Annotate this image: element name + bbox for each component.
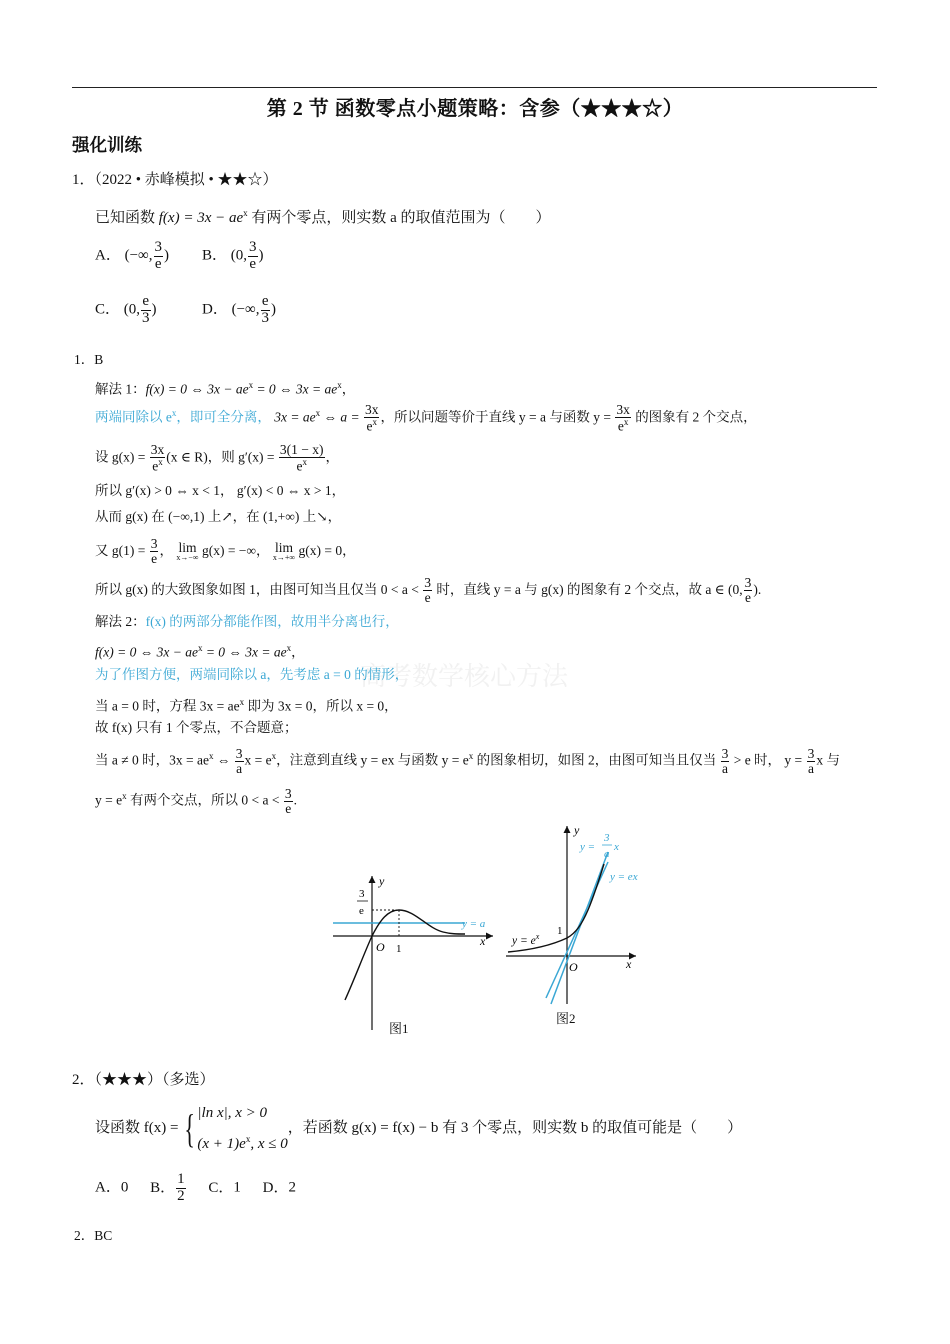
question-2-header: 2．（★★★）（多选） xyxy=(72,1072,215,1088)
question-2-stem: 设函数 f(x) = { |ln x|, x > 0 $(x + 1)e^x$, x ≤ 0 ，若函数 g(x) = f(x) − b 有 3 个零点，则实数 b 的取值可能是（ ） xyxy=(95,1105,743,1152)
fig2-line1-label-pre: y = xyxy=(580,841,596,853)
q1-option-a: A． (−∞, $\frac{3}{e}$ ) xyxy=(95,239,169,272)
fig1-y-label: y xyxy=(379,874,385,888)
a1-method2-line5: 当 a ≠ 0 时，$3x = ae^x$ ⇔ $\frac{3}{a}$ $x = e^x$，注意到直线 y = ex 与函数 $y = e^x$ 的图象相切，如图 2，由图可知当且仅当 $\frac{3}{a}$ > e 时， y = $\frac{3}{a}$ x 与 xyxy=(95,745,840,776)
fig2-line1-den: a xyxy=(604,848,610,860)
header-rule xyxy=(72,87,877,88)
fig2-line1-num: 3 xyxy=(604,832,610,844)
fig2-curve-label: $y = e^x$ xyxy=(512,932,540,947)
answer-1: 1．B xyxy=(74,352,104,367)
question-1-header: 1．（2022 • 赤峰模拟 • ★★☆） xyxy=(72,172,278,188)
fig1-tick-1: 1 xyxy=(396,943,402,955)
a1-method1-line6: 又 g(1) = $\frac{3}{e}$ ， lim x→−∞ g(x) = −∞， lim x→+∞ g(x) = 0， xyxy=(95,536,356,567)
fig2-y-arrow xyxy=(564,826,571,833)
fig1-line-label: y = a xyxy=(462,918,486,930)
brace-icon: { xyxy=(184,1105,196,1151)
fig1-origin: O xyxy=(376,940,385,954)
question-1-stem: 已知函数 $f(x) = 3x - ae^x$ 有两个零点，则实数 a 的取值范围为（ ） xyxy=(95,208,551,226)
fig2-y-label: y xyxy=(574,823,580,837)
figure-2-caption: 图2 xyxy=(556,1011,576,1026)
q1-option-b: B． (0, $\frac{3}{e}$ ) xyxy=(202,239,264,272)
fig2-x-label: x xyxy=(626,957,632,971)
section-title: 强化训练 xyxy=(72,136,142,156)
a1-method1-line2: 两端同除以 $e^x$，即可全分离， $3x = ae^x$ ⇔ a = $\frac{3x}{e^x}$ ，所以问题等价于直线 y = a 与函数 y = $\frac{3x}{e^x}$ 的图象有 2 个交点， xyxy=(95,402,757,434)
fig2-line1-post: x xyxy=(614,841,619,853)
fig1-y-arrow xyxy=(369,876,376,883)
a1-method2-line2: f(x) = 0 ⇔ $3x - ae^x = 0$ ⇔ $3x = ae^x$， xyxy=(95,643,305,660)
figure-1 xyxy=(325,868,500,1048)
answer-2: 2．BC xyxy=(74,1228,113,1243)
a1-method2-line4: 故 f(x) 只有 1 个零点，不合题意； xyxy=(95,720,298,735)
a1-method1-line5: 从而 g(x) 在 (−∞,1) 上↗，在 (1,+∞) 上↘， xyxy=(95,509,342,524)
a1-method2-line1: 解法 2：f(x) 的两部分都能作图，故用半分离也行， xyxy=(95,614,399,629)
q2-options: A．0 B． $\frac{1}{2}$ C．1 D．2 xyxy=(95,1171,296,1204)
a1-method1-line1: 解法 1：f(x) = 0 ⇔ $3x - ae^x = 0$ ⇔ $3x = ae^x$， xyxy=(95,380,356,397)
fig1-x-label: x xyxy=(480,934,486,948)
q1-option-c: C． (0, $\frac{e}{3}$ ) xyxy=(95,293,157,326)
a1-method2-line6: $y = e^x$ 有两个交点，所以 0 < a < $\frac{3}{e}$ . xyxy=(95,785,297,816)
fig1-tick-e: e xyxy=(359,905,364,917)
page-title: 第 2 节 函数零点小题策略：含参（★★★☆） xyxy=(266,98,684,120)
a1-method1-line7: 所以 g(x) 的大致图象如图 1，由图可知当且仅当 0 < a < $\frac{3}{e}$ 时，直线 y = a 与 g(x) 的图象有 2 个交点，故 a ∈ (0, $\frac{3}{e}$ ). xyxy=(95,575,762,606)
a1-method2-line3: 当 a = 0 时，方程 $3x = ae^x$ 即为 3x = 0，所以 x = 0， xyxy=(95,697,398,714)
a1-method2-hint: 为了作图方便，两端同除以 a，先考虑 a = 0 的情形， xyxy=(95,667,409,682)
fig2-origin: O xyxy=(569,960,578,974)
fig1-x-arrow xyxy=(486,933,493,940)
a1-method1-line3: 设 g(x) = $\frac{3x}{e^x}$ (x ∈ R)，则 g′(x) = $\frac{3(1 - x)}{e^x}$ ， xyxy=(95,442,340,474)
figure-2 xyxy=(500,822,645,1007)
figure-1-caption: 图1 xyxy=(389,1021,409,1036)
watermark: 高考数学核心方法 xyxy=(360,662,569,692)
fig2-tick-1: 1 xyxy=(557,925,563,937)
q1-option-d: D． (−∞, $\frac{e}{3}$ ) xyxy=(202,293,276,326)
fig1-tick-3: 3 xyxy=(359,888,365,900)
a1-method1-line4: 所以 g′(x) > 0 ⇔ x < 1， g′(x) < 0 ⇔ x > 1， xyxy=(95,483,346,498)
fig2-line2-label: y = ex xyxy=(610,871,638,883)
